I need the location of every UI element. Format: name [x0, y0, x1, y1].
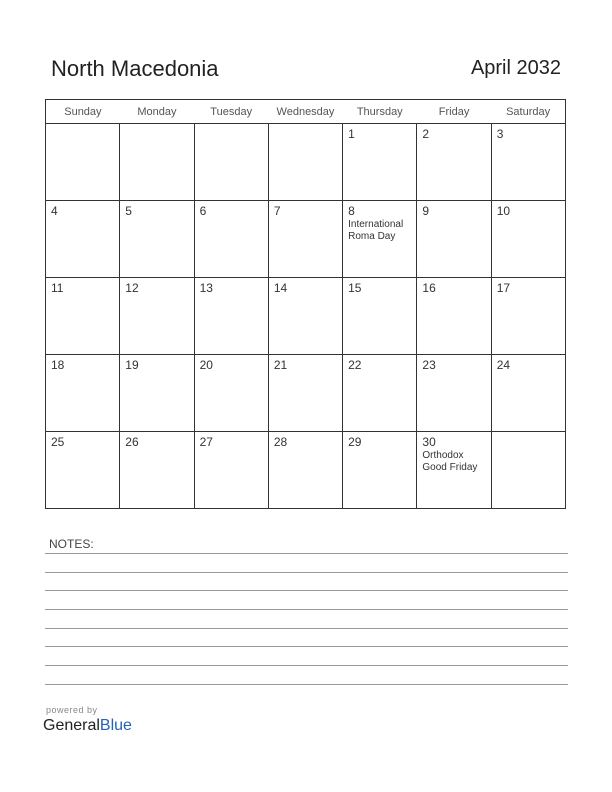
day-cell — [120, 124, 194, 201]
day-cell — [417, 355, 491, 432]
calendar-grid — [45, 99, 566, 509]
day-number: 5 — [125, 204, 132, 218]
day-number: 20 — [199, 358, 213, 372]
day-cell — [491, 432, 565, 509]
day-number: 27 — [199, 435, 213, 449]
day-number: 19 — [125, 358, 139, 372]
day-number: 13 — [199, 281, 213, 295]
day-number: 16 — [422, 281, 436, 295]
week-row — [46, 124, 566, 201]
country-title: North Macedonia — [51, 56, 219, 81]
week-row — [46, 432, 566, 509]
day-number: 17 — [496, 281, 511, 295]
generalblue-logo — [43, 717, 132, 735]
day-cell — [194, 432, 268, 509]
day-number: 6 — [199, 204, 207, 218]
note-line — [45, 646, 568, 647]
day-cell — [491, 124, 565, 201]
day-cell — [343, 278, 417, 355]
day-cell — [343, 201, 417, 278]
note-line — [45, 665, 568, 666]
note-line — [45, 590, 568, 591]
day-cell — [268, 201, 342, 278]
day-number: 18 — [51, 358, 65, 372]
day-cell — [194, 355, 268, 432]
day-cell — [46, 278, 120, 355]
day-cell — [46, 124, 120, 201]
day-number: 23 — [422, 358, 436, 372]
day-number: 2 — [422, 127, 430, 141]
day-number: 3 — [496, 127, 504, 141]
day-number: 24 — [496, 358, 511, 372]
day-cell — [268, 432, 342, 509]
note-line — [45, 609, 568, 610]
day-number: 15 — [348, 281, 362, 295]
day-cell — [120, 355, 194, 432]
day-number: 10 — [496, 204, 511, 218]
day-number: 26 — [125, 435, 139, 449]
day-number: 21 — [273, 358, 288, 372]
day-cell — [343, 124, 417, 201]
powered-by-text: powered by — [46, 705, 98, 715]
note-line — [45, 628, 568, 629]
day-cell — [46, 201, 120, 278]
day-cell — [194, 278, 268, 355]
weekday-header-row — [46, 100, 566, 124]
day-number: 1 — [348, 127, 355, 141]
day-number: 29 — [348, 435, 362, 449]
day-number: 11 — [51, 281, 64, 295]
day-number: 7 — [273, 204, 281, 218]
day-cell — [491, 278, 565, 355]
week-row — [46, 355, 566, 432]
day-cell — [268, 278, 342, 355]
day-cell — [46, 355, 120, 432]
day-number: 14 — [273, 281, 288, 295]
day-number: 22 — [348, 358, 362, 372]
day-number: 4 — [51, 204, 58, 218]
holiday-label: International Roma Day — [348, 219, 404, 242]
note-line — [45, 684, 568, 685]
month-title: April 2032 — [470, 57, 561, 79]
weekday-monday: Monday — [120, 100, 194, 124]
day-cell — [417, 124, 491, 201]
weekday-tuesday: Tuesday — [194, 100, 268, 124]
week-row — [46, 201, 566, 278]
day-number: 8 — [348, 204, 355, 218]
week-row — [46, 278, 566, 355]
day-cell — [417, 278, 491, 355]
day-cell — [120, 278, 194, 355]
day-number: 9 — [422, 204, 430, 218]
weekday-saturday: Saturday — [491, 100, 565, 124]
logo-general-text: General — [43, 717, 100, 734]
day-number: 25 — [51, 435, 65, 449]
weekday-sunday: Sunday — [46, 100, 120, 124]
day-cell — [491, 201, 565, 278]
day-cell — [46, 432, 120, 509]
day-cell — [417, 432, 491, 509]
day-cell — [343, 432, 417, 509]
notes-label: NOTES: — [49, 537, 94, 551]
day-cell — [120, 432, 194, 509]
day-number: 28 — [273, 435, 288, 449]
day-cell — [491, 355, 565, 432]
day-number: 30 — [422, 435, 436, 449]
weekday-wednesday: Wednesday — [268, 100, 342, 124]
logo-blue-text: Blue — [99, 717, 132, 734]
day-cell — [343, 355, 417, 432]
day-cell — [268, 124, 342, 201]
day-cell — [194, 124, 268, 201]
day-cell — [268, 355, 342, 432]
day-cell — [194, 201, 268, 278]
day-cell — [417, 201, 491, 278]
holiday-label: Orthodox Good Friday — [422, 450, 478, 473]
weekday-thursday: Thursday — [343, 100, 417, 124]
weekday-friday: Friday — [417, 100, 491, 124]
note-line — [45, 572, 568, 573]
note-line — [45, 553, 568, 554]
day-cell — [120, 201, 194, 278]
day-number: 12 — [125, 281, 139, 295]
